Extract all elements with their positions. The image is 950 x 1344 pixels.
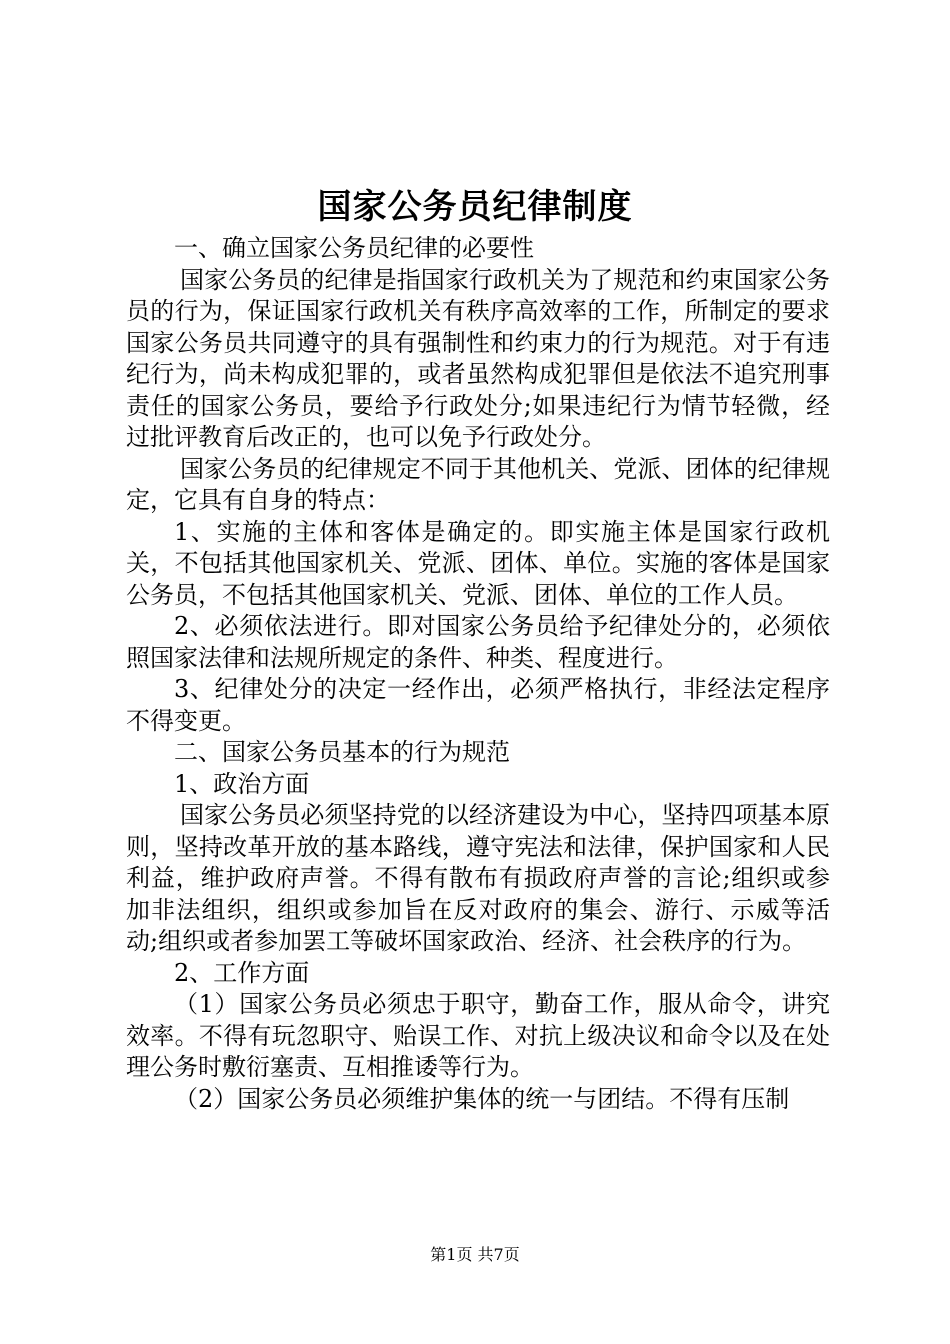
- list-item: （2）国家公务员必须维护集体的统一与团结。不得有压制: [174, 1084, 790, 1113]
- paragraph: 国家公务员必须坚持党的以经济建设为中心，坚持四项基本原则，坚持改革开放的基本路线，遵守宪法和法律，保护国家和人民利益，维护政府声誉。不得有散布有损政府声誉的言论;组织或参加非法组织，组织或参加旨在反对政府的集会、游行、示威等活动;组织或者参加罢工等破坏国家政治、经济、社会秩序的行为。: [126, 801, 830, 955]
- document-title: 国家公务员纪律制度: [317, 187, 633, 227]
- document-body: [126, 233, 830, 1115]
- list-item: 3、纪律处分的决定一经作出，必须严格执行，非经法定程序不得变更。: [126, 675, 830, 735]
- page-footer: 第1页 共7页: [430, 1245, 520, 1264]
- paragraph: 国家公务员的纪律规定不同于其他机关、党派、团体的纪律规定，它具有自身的特点：: [126, 454, 830, 514]
- list-item: 1、实施的主体和客体是确定的。即实施主体是国家行政机关，不包括其他国家机关、党派、团体、单位。实施的客体是国家公务员，不包括其他国家机关、党派、团体、单位的工作人员。: [126, 517, 830, 609]
- subsection-heading: 2、工作方面: [174, 958, 310, 987]
- subsection-heading: 1、政治方面: [174, 769, 310, 798]
- section-heading-2: 二、国家公务员基本的行为规范: [174, 738, 510, 766]
- list-item: （1）国家公务员必须忠于职守，勤奋工作，服从命令，讲究效率。不得有玩忽职守、贻误工作、对抗上级决议和命令以及在处理公务时敷衍塞责、互相推诿等行为。: [126, 990, 830, 1081]
- paragraph: 国家公务员的纪律是指国家行政机关为了规范和约束国家公务员的行为，保证国家行政机关有秩序高效率的工作，所制定的要求国家公务员共同遵守的具有强制性和约束力的行为规范。对于有违纪行为，尚未构成犯罪的，或者虽然构成犯罪但是依法不追究刑事责任的国家公务员，要给予行政处分;如果违纪行为情节轻微，经过批评教育后改正的，也可以免予行政处分。: [126, 265, 830, 451]
- list-item: 2、必须依法进行。即对国家公务员给予纪律处分的，必须依照国家法律和法规所规定的条件、种类、程度进行。: [126, 612, 830, 672]
- section-heading-1: 一、确立国家公务员纪律的必要性: [174, 234, 534, 262]
